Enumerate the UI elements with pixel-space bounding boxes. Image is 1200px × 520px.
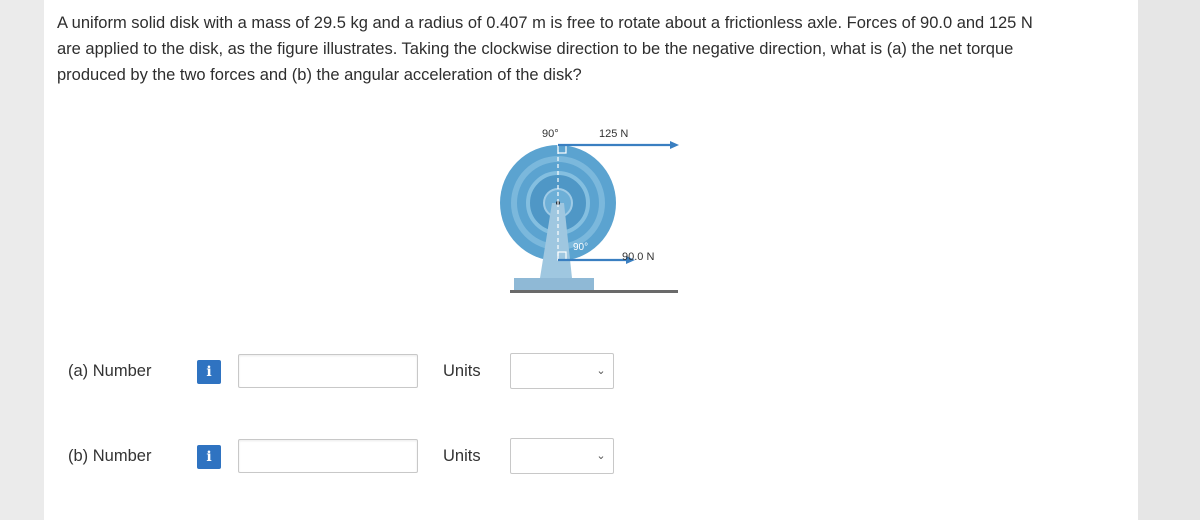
question-text: A uniform solid disk with a mass of 29.5 kg and a radius of 0.407 m is free to rotate about a frictionless axle. Forces of 90.0 and 125 N are applied to the disk, as the figure illustrates. Taking the clockwise direction to be the negative direction, what is (a) the net torque produced by the two forces and (b) the angular acceleration of the disk?: [57, 14, 1033, 84]
ground-line: [510, 290, 678, 293]
force-label-bottom: 90.0 N: [622, 251, 655, 263]
stand-base: [514, 278, 594, 290]
part-a-label: (a) Number: [68, 362, 152, 380]
angle-label-top: 90°: [542, 128, 559, 140]
part-b-units-label: Units: [443, 447, 481, 465]
page-margin: [1138, 0, 1200, 520]
part-b-number-input[interactable]: [238, 439, 418, 473]
force-arrowhead-top: [670, 141, 679, 149]
angle-label-bottom: 90°: [573, 242, 589, 253]
force-label-top: 125 N: [599, 128, 629, 140]
part-a-units-select[interactable]: [510, 353, 614, 389]
chevron-down-icon: ⌄: [596, 449, 606, 462]
part-a-units-label: Units: [443, 362, 481, 380]
part-a-info-icon[interactable]: i: [197, 360, 221, 384]
chevron-down-icon: ⌄: [596, 364, 606, 377]
part-b-label: (b) Number: [68, 447, 152, 465]
part-a-number-input[interactable]: [238, 354, 418, 388]
part-b-info-icon[interactable]: i: [197, 445, 221, 469]
part-b-units-select[interactable]: [510, 438, 614, 474]
disk-figure: [490, 120, 690, 300]
